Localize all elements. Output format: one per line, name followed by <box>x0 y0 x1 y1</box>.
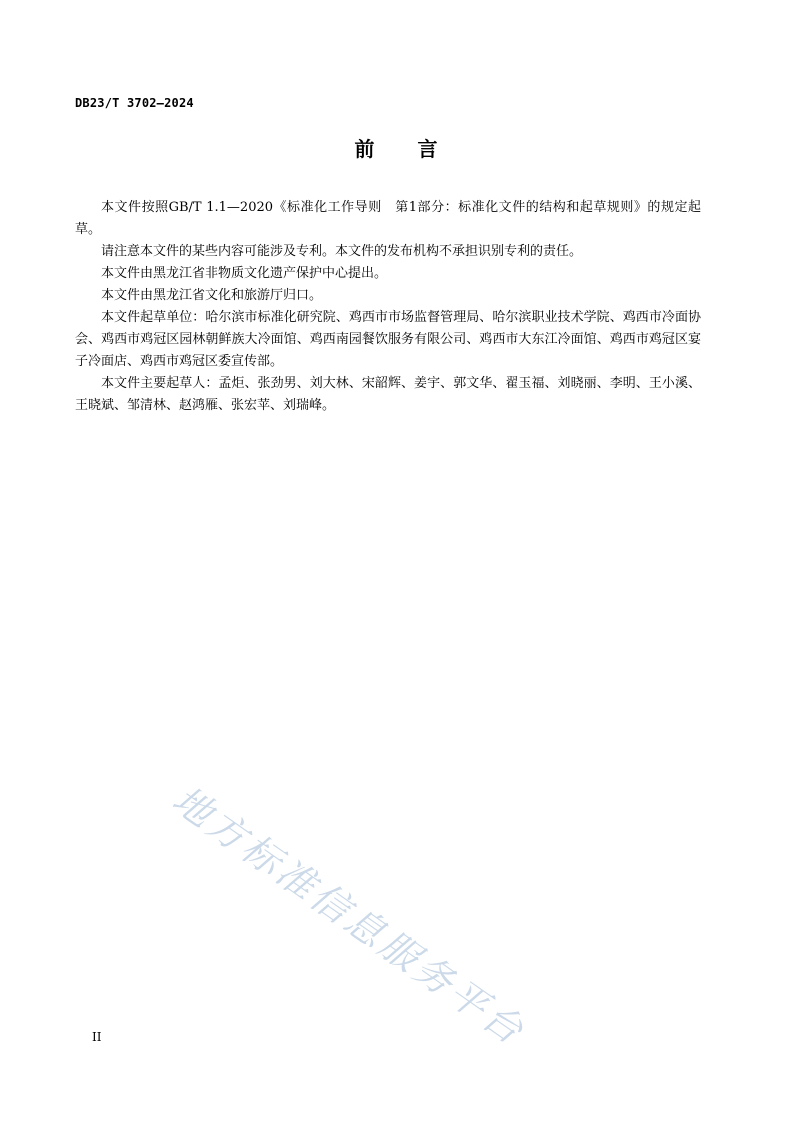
document-code: DB23/T 3702—2024 <box>75 96 194 110</box>
page-title: 前 言 <box>354 137 439 161</box>
preface-body <box>75 197 701 417</box>
paragraph-proposer: 本文件由黑龙江省非物质文化遗产保护中心提出。 <box>101 266 388 281</box>
paragraph-drafting-units: 本文件起草单位：哈尔滨市标准化研究院、鸡西市市场监督管理局、哈尔滨职业技术学院、鸡西市冷面协会、鸡西市鸡冠区园林朝鲜族大冷面馆、鸡西南园餐饮服务有限公司、鸡西市大东江冷面馆、鸡西市鸡冠区宴子冷面店、鸡西市鸡冠区委宣传部。 <box>75 310 701 369</box>
paragraph-centralized-unit: 本文件由黑龙江省文化和旅游厅归口。 <box>101 288 323 303</box>
watermark: 地方标准信息服务平台 <box>164 777 534 1055</box>
paragraph-patent-notice: 请注意本文件的某些内容可能涉及专利。本文件的发布机构不承担识别专利的责任。 <box>101 244 583 259</box>
paragraph-drafters: 本文件主要起草人：孟炬、张劲男、刘大林、宋韶辉、姜宇、郭文华、翟玉福、刘晓丽、李明、王小溪、王晓斌、邹清林、赵鸿雁、张宏苹、刘瑞峰。 <box>75 376 701 413</box>
paragraph-drafting-basis: 本文件按照GB/T 1.1—2020《标准化工作导则 第1部分：标准化文件的结构和起草规则》的规定起草。 <box>75 200 701 237</box>
page-number: II <box>92 1030 102 1044</box>
